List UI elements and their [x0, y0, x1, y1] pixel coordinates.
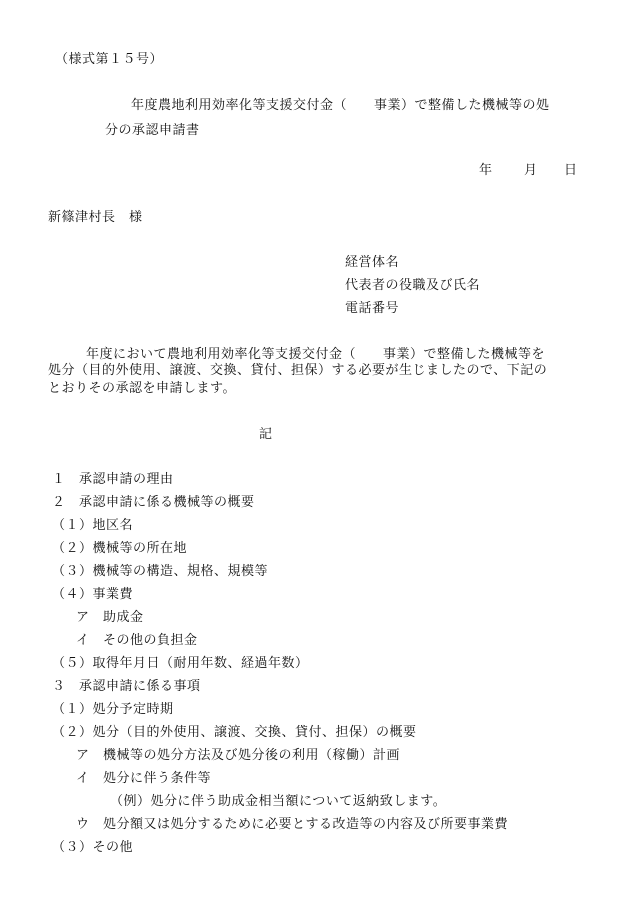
- item-3-2-i-conditions: イ 処分に伴う条件等: [76, 771, 212, 786]
- item-3-2-disposal-summary: （２）処分（目的外使用、譲渡、交換、貸付、担保）の概要: [52, 725, 417, 740]
- addressee: 新篠津村長 様: [48, 210, 143, 225]
- item-3-3-other: （３）その他: [52, 840, 134, 855]
- date-month-label: 月: [524, 163, 538, 178]
- date-year-label: 年: [479, 163, 493, 178]
- item-2-4-a-subsidy: ア 助成金: [76, 610, 144, 625]
- item-3-2-a-method-plan: ア 機械等の処分方法及び処分後の利用（稼働）計画: [76, 748, 401, 763]
- item-3-2-i-example: （例）処分に伴う助成金相当額について返納致します。: [110, 794, 447, 809]
- document-title-line2: 分の承認申請書: [105, 123, 200, 138]
- item-3-matters: ３ 承認申請に係る事項: [52, 679, 201, 694]
- form-number: （様式第１５号）: [55, 52, 164, 67]
- body-text-line3: とおりその承認を申請します。: [48, 381, 236, 396]
- item-2-1-district: （１）地区名: [52, 518, 134, 533]
- applicant-entity-name-label: 経営体名: [345, 255, 400, 270]
- document-title-line1: 年度農地利用効率化等支援交付金（ 事業）で整備した機械等の処: [131, 98, 550, 113]
- applicant-phone-label: 電話番号: [345, 301, 400, 316]
- body-text-line1: 年度において農地利用効率化等支援交付金（ 事業）で整備した機械等を: [86, 347, 546, 362]
- applicant-representative-label: 代表者の役職及び氏名: [345, 278, 481, 293]
- item-3-2-u-amount: ウ 処分額又は処分するために必要とする改造等の内容及び所要事業費: [76, 817, 509, 832]
- item-2-3-structure: （３）機械等の構造、規格、規模等: [52, 564, 269, 579]
- item-1-reason: １ 承認申請の理由: [52, 472, 174, 487]
- item-2-overview: ２ 承認申請に係る機械等の概要: [52, 495, 255, 510]
- item-2-4-project-cost: （４）事業費: [52, 587, 134, 602]
- item-3-1-scheduled-time: （１）処分予定時期: [52, 702, 174, 717]
- ki-marker: 記: [259, 427, 273, 442]
- item-2-2-location: （２）機械等の所在地: [52, 541, 188, 556]
- date-day-label: 日: [564, 163, 578, 178]
- item-2-4-i-other-burden: イ その他の負担金: [76, 633, 198, 648]
- body-text-line2: 処分（目的外使用、譲渡、交換、貸付、担保）する必要が生じましたので、下記の: [48, 363, 548, 378]
- item-2-5-acquisition-date: （５）取得年月日（耐用年数、経過年数）: [52, 656, 309, 671]
